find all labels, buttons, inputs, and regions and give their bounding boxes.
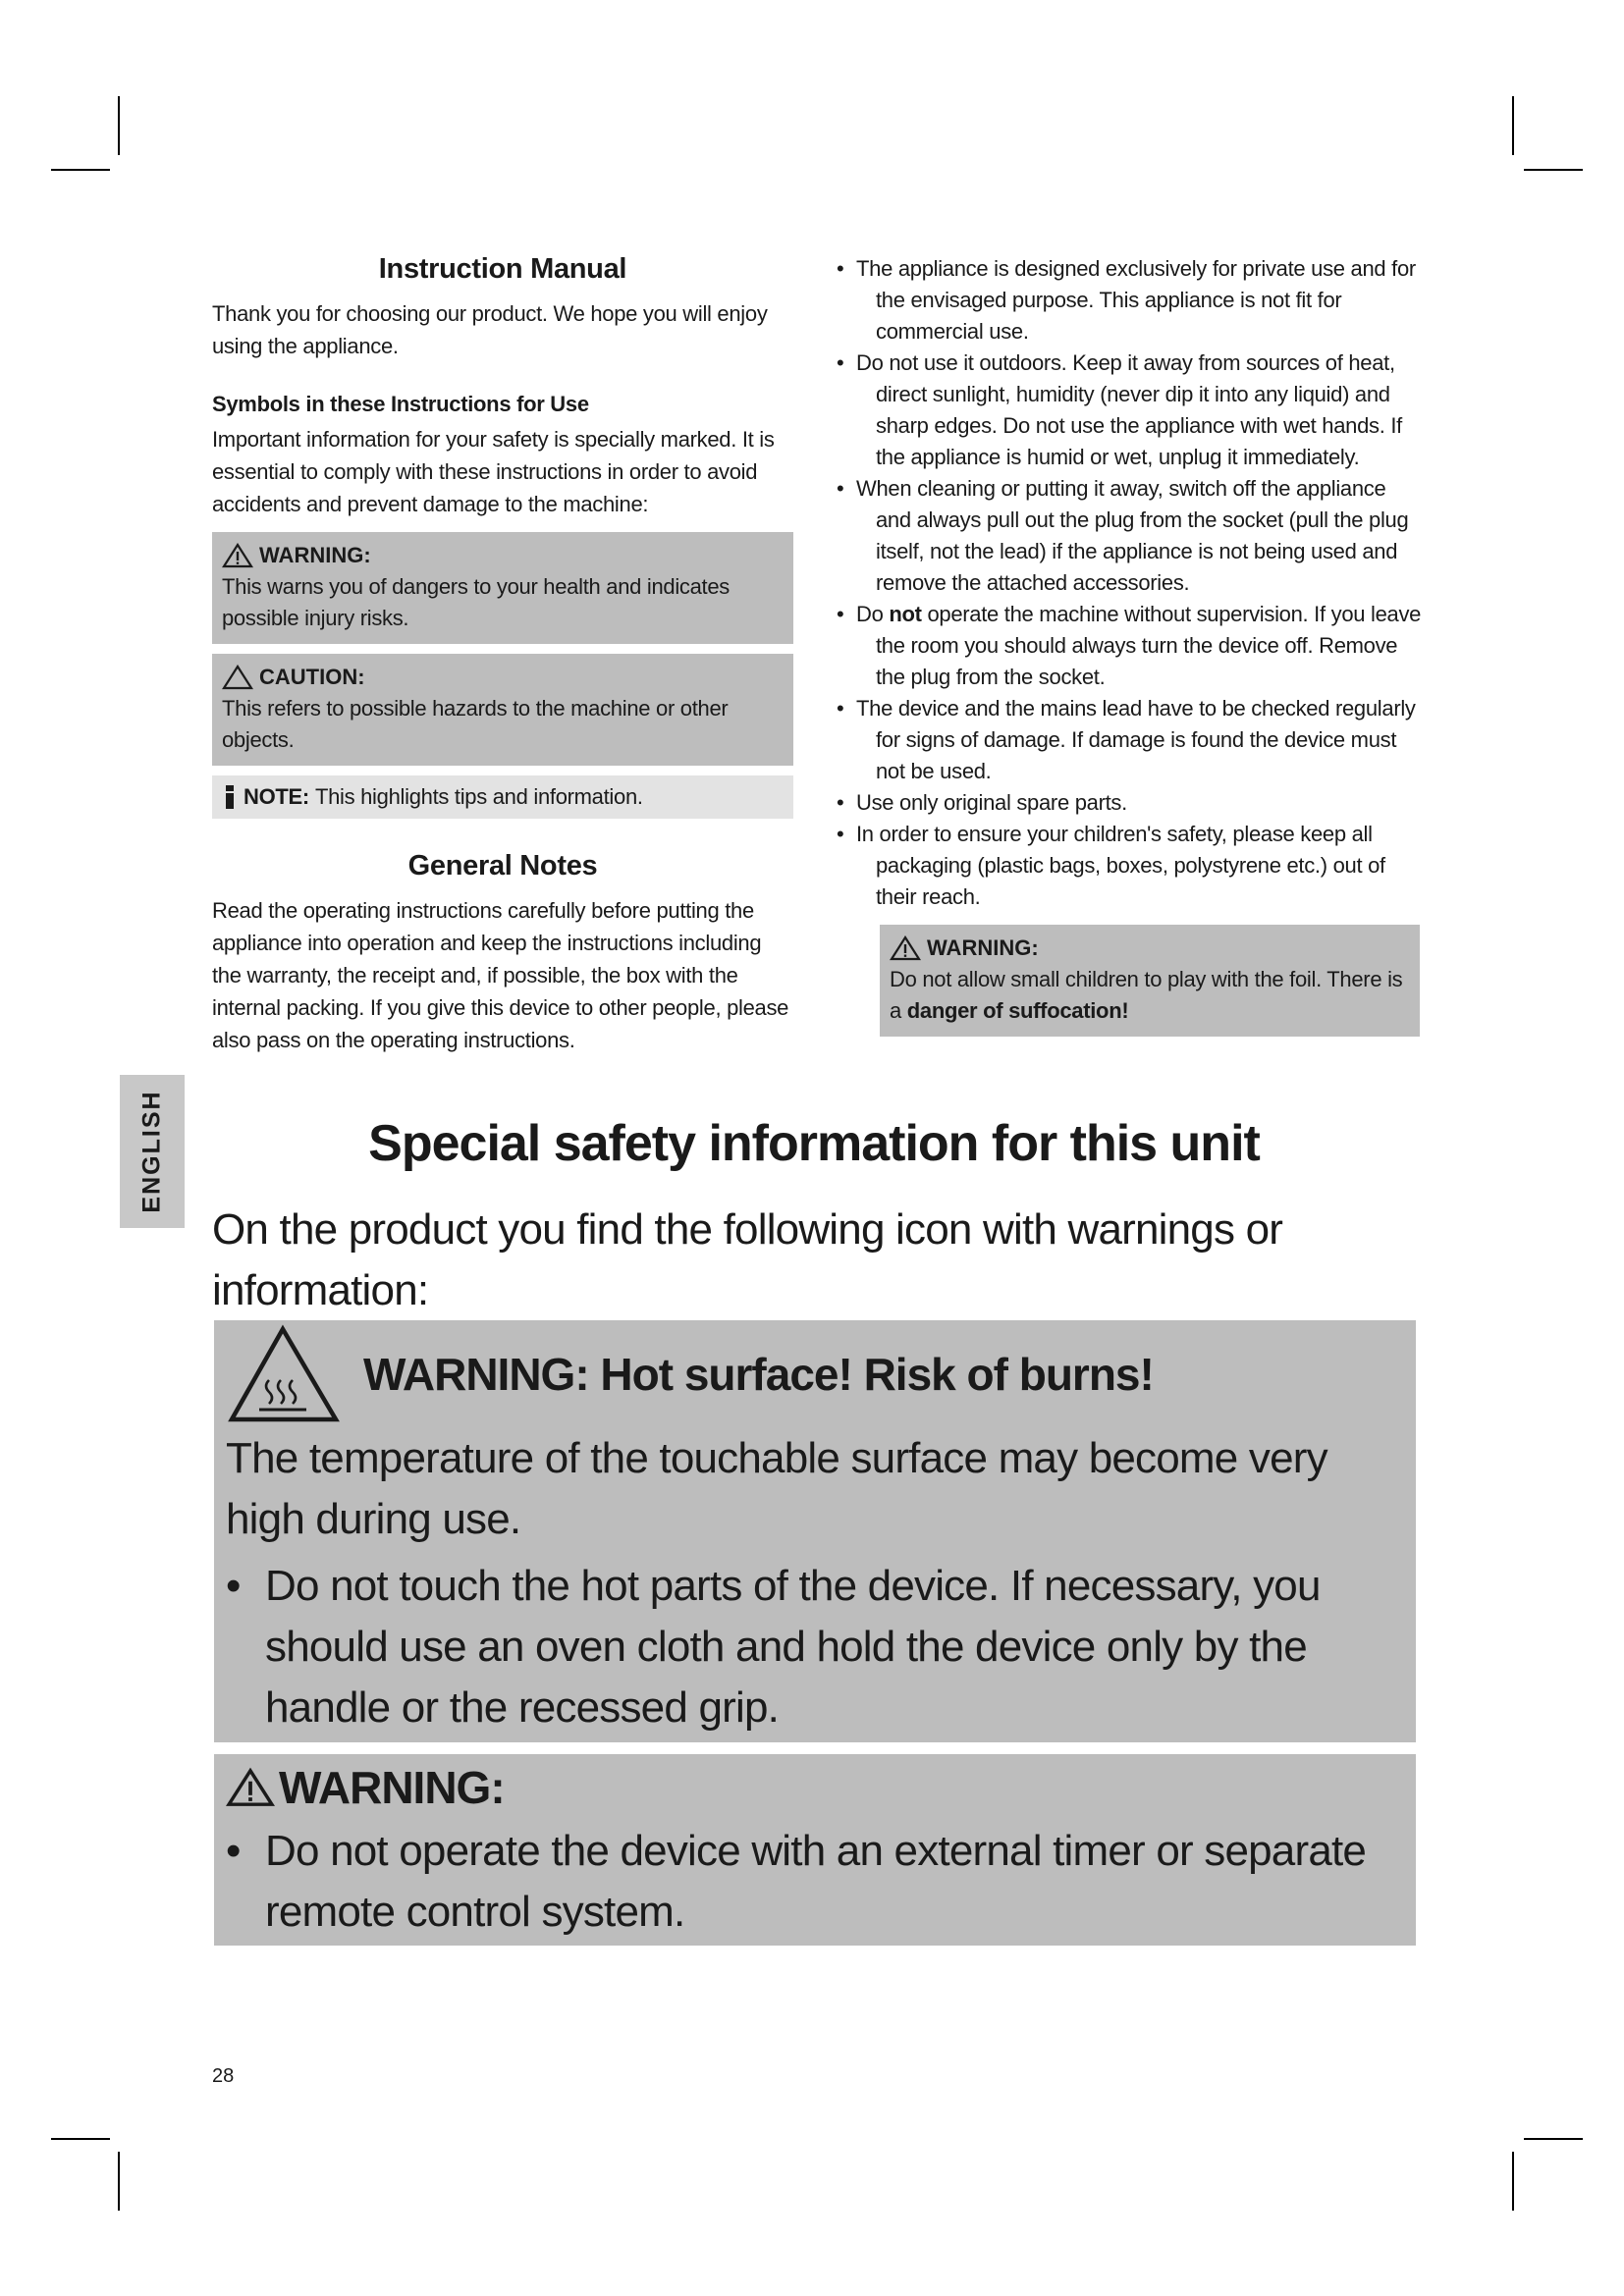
hot-surface-bullet-list xyxy=(226,1556,1404,1738)
crop-mark xyxy=(118,2152,120,2211)
warning-label: WARNING: xyxy=(259,543,371,567)
warning-box xyxy=(212,532,793,644)
warning-triangle-icon xyxy=(222,543,253,568)
crop-mark xyxy=(51,169,110,171)
crop-mark xyxy=(118,96,120,155)
children-warning-box xyxy=(880,925,1420,1037)
safety-bullet-list xyxy=(837,253,1426,913)
warning-label: WARNING: xyxy=(927,935,1039,960)
left-column xyxy=(212,253,793,1056)
suffocation-text: danger of suffocation! xyxy=(906,998,1129,1023)
caution-triangle-icon xyxy=(222,665,253,690)
symbols-heading: Symbols in these Instructions for Use xyxy=(212,392,589,416)
special-safety-intro: On the product you find the following icon with warnings or information: xyxy=(212,1205,1283,1314)
list-item: • When cleaning or putting it away, switch off the appliance and always pull out the plug from the socket (pull the plug itself, not the lead) if the appliance is not being used and remove the attached accessories. xyxy=(837,473,1426,599)
list-item: • Do not operate the device with an external timer or separate remote control system. xyxy=(226,1821,1404,1943)
crop-mark xyxy=(1512,2152,1514,2211)
list-item: • The device and the mains lead have to be checked regularly for signs of damage. If damage is found the device must not be used. xyxy=(837,693,1426,787)
text-run: Do xyxy=(856,602,890,626)
language-label: ENGLISH xyxy=(137,1090,166,1213)
note-box xyxy=(212,775,793,819)
crop-mark xyxy=(1512,96,1514,155)
symbols-text: Important information for your safety is specially marked. It is essential to comply with these instructions in order to avoid accidents and prevent damage to the machine: xyxy=(212,427,775,516)
page-number: 28 xyxy=(212,2065,235,2087)
list-item xyxy=(837,599,1426,693)
text-run: operate the machine without supervision. If you leave the room you should always turn the device off. Remove the plug from the socket. xyxy=(876,602,1422,689)
crop-mark xyxy=(51,2138,110,2140)
note-text: This highlights tips and information. xyxy=(314,784,643,809)
right-column xyxy=(837,253,1426,1037)
crop-mark xyxy=(1524,2138,1583,2140)
language-tab xyxy=(120,1075,185,1228)
bold-not: not xyxy=(889,602,922,626)
list-item: • Do not touch the hot parts of the device. If necessary, you should use an oven cloth and hold the device only by the handle or the recessed grip. xyxy=(226,1556,1404,1738)
list-item: • In order to ensure your children's safety, please keep all packaging (plastic bags, boxes, polystyrene etc.) out of their reach. xyxy=(837,819,1426,913)
note-label: NOTE: xyxy=(244,784,309,809)
warning-triangle-icon xyxy=(226,1766,275,1809)
list-item: • Use only original spare parts. xyxy=(837,787,1426,819)
list-item: • Do not use it outdoors. Keep it away from sources of heat, direct sunlight, humidity (never dip it into any liquid) and sharp edges. Do not use the appliance with wet hands. If the appliance is humid or wet, unplug it immediately. xyxy=(837,347,1426,473)
hot-surface-text: The temperature of the touchable surface may become very high during use. xyxy=(226,1434,1327,1543)
general-notes-title: General Notes xyxy=(407,850,598,881)
timer-warning-heading: WARNING: xyxy=(279,1762,505,1813)
hot-surface-heading: WARNING: Hot surface! Risk of burns! xyxy=(363,1349,1154,1400)
crop-mark xyxy=(1524,169,1583,171)
timer-warning-box xyxy=(214,1754,1416,1946)
special-safety-title: Special safety information for this unit xyxy=(368,1115,1260,1172)
general-notes-text: Read the operating instructions carefully before putting the appliance into operation and keep the instructions including the warranty, the receipt and, if possible, the box with the internal packing. If you give this device to other people, please also pass on the operating instructions. xyxy=(212,898,789,1052)
warning-text: This warns you of dangers to your health and indicates possible injury risks. xyxy=(222,574,730,630)
instruction-manual-title: Instruction Manual xyxy=(378,253,627,285)
caution-box xyxy=(212,654,793,766)
warning-text xyxy=(890,964,1410,1027)
timer-bullet-list xyxy=(226,1821,1404,1943)
hot-surface-icon xyxy=(226,1323,344,1425)
caution-text: This refers to possible hazards to the machine or other objects. xyxy=(222,696,729,752)
hot-surface-warning-box xyxy=(214,1320,1416,1742)
text-run: Do not allow small children to play with the foil. There is a xyxy=(890,967,1403,1023)
info-icon xyxy=(222,783,238,811)
warning-triangle-icon xyxy=(890,935,921,961)
caution-label: CAUTION: xyxy=(259,665,365,689)
list-item: • The appliance is designed exclusively for private use and for the envisaged purpose. This appliance is not fit for commercial use. xyxy=(837,253,1426,347)
intro-text: Thank you for choosing our product. We hope you will enjoy using the appliance. xyxy=(212,301,768,358)
